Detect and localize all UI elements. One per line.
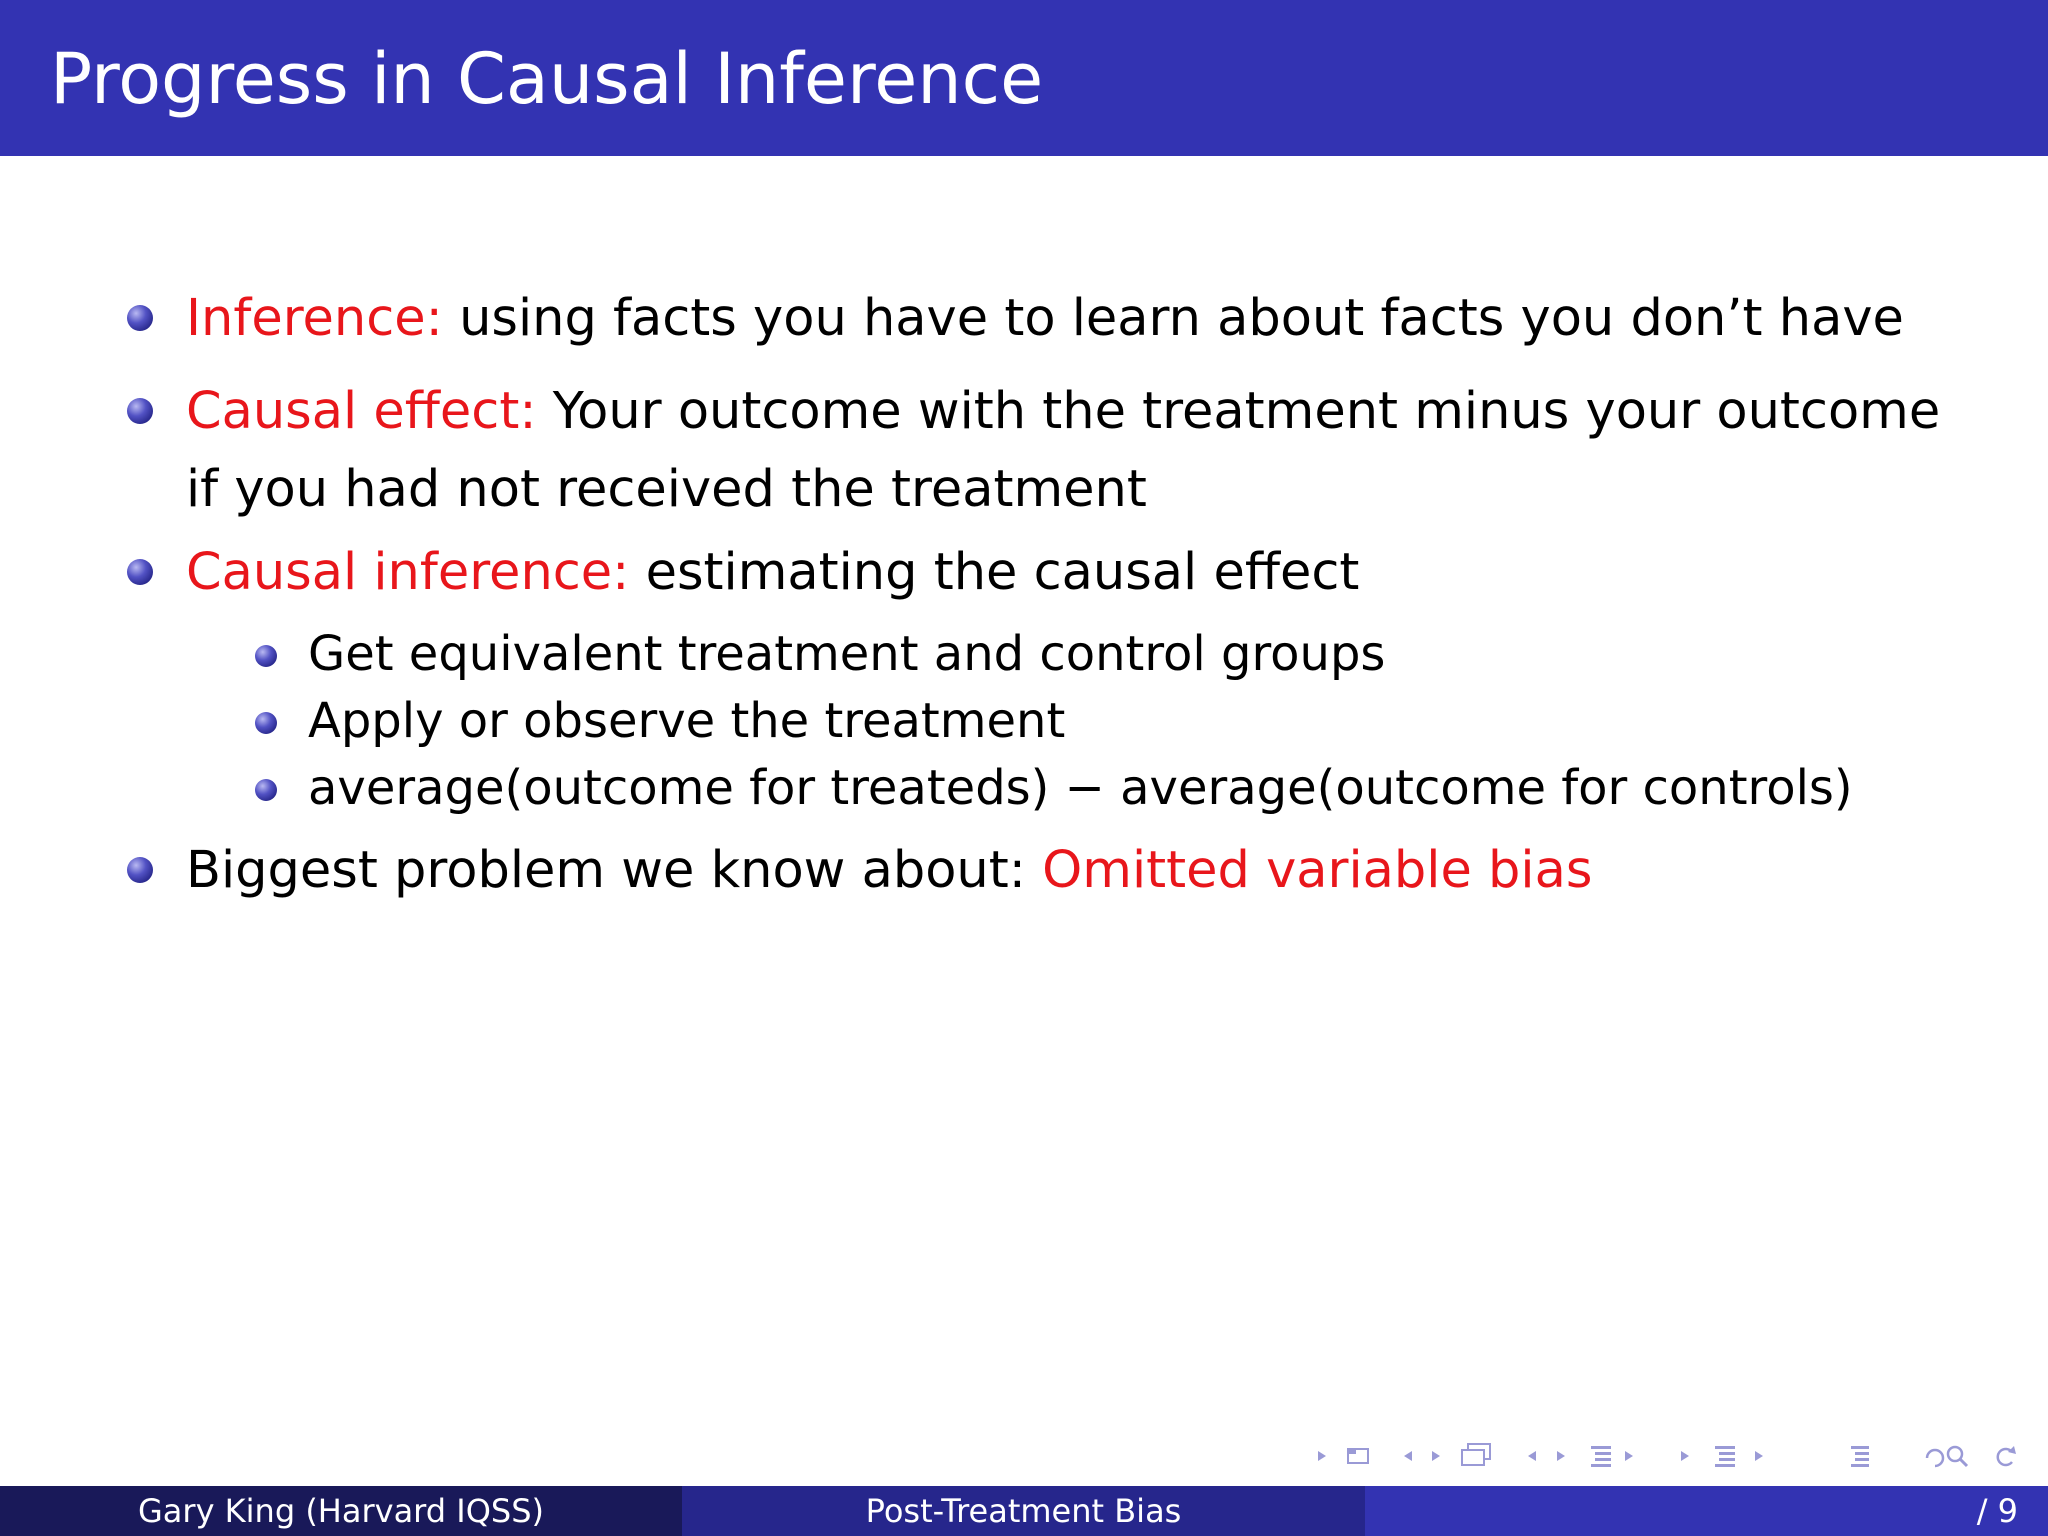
bullet-item-causal-effect bbox=[186, 382, 1941, 441]
bullet-icon bbox=[127, 398, 153, 424]
bullet-text: Your outcome with the treatment minus your outcome bbox=[552, 382, 1941, 441]
undo-icon[interactable] bbox=[1992, 1440, 2020, 1480]
bullet-icon bbox=[127, 559, 153, 585]
bullet-label: Inference: bbox=[186, 289, 443, 348]
subsubsection-nav-icon[interactable] bbox=[1675, 1440, 1791, 1480]
sub-bullet-icon bbox=[255, 779, 277, 801]
toc-icon[interactable] bbox=[1843, 1440, 1883, 1480]
bullet-continuation: if you had not received the treatment bbox=[186, 460, 1147, 519]
sub-bullet-icon bbox=[255, 645, 277, 667]
search-icon[interactable] bbox=[1923, 1440, 1983, 1480]
bullet-text: Biggest problem we know about: bbox=[186, 841, 1026, 900]
sub-bullet-item: Apply or observe the treatment bbox=[308, 693, 1066, 749]
bullet-item-biggest-problem bbox=[186, 841, 1593, 900]
bullet-icon bbox=[127, 857, 153, 883]
bullet-item-causal-inference bbox=[186, 543, 1360, 602]
bullet-highlight: Omitted variable bias bbox=[1042, 841, 1593, 900]
navigation-bar bbox=[1312, 1440, 2020, 1472]
bullet-label: Causal inference: bbox=[186, 543, 630, 602]
bullet-item-inference bbox=[186, 289, 1904, 348]
sub-bullet-item: average(outcome for treateds) − average(outcome for controls) bbox=[308, 760, 1853, 816]
sub-bullet-icon bbox=[255, 712, 277, 734]
bullet-text: estimating the causal effect bbox=[645, 543, 1360, 602]
footer-title: Post-Treatment Bias bbox=[682, 1486, 1365, 1536]
section-nav-icon[interactable] bbox=[1551, 1440, 1667, 1480]
subsection-nav-icon[interactable] bbox=[1426, 1440, 1542, 1480]
frame-nav-icon[interactable] bbox=[1312, 1440, 1418, 1480]
footer-page-box bbox=[1365, 1486, 2048, 1536]
footer bbox=[0, 1486, 2048, 1536]
bullet-label: Causal effect: bbox=[186, 382, 537, 441]
footer-author: Gary King (Harvard IQSS) bbox=[0, 1486, 682, 1536]
bullet-icon bbox=[127, 305, 153, 331]
bullet-text: using facts you have to learn about facts you don’t have bbox=[459, 289, 1904, 348]
slide-title: Progress in Causal Inference bbox=[50, 38, 1044, 120]
footer-pages: / 9 bbox=[1976, 1492, 2018, 1530]
sub-bullet-item: Get equivalent treatment and control groups bbox=[308, 626, 1386, 682]
